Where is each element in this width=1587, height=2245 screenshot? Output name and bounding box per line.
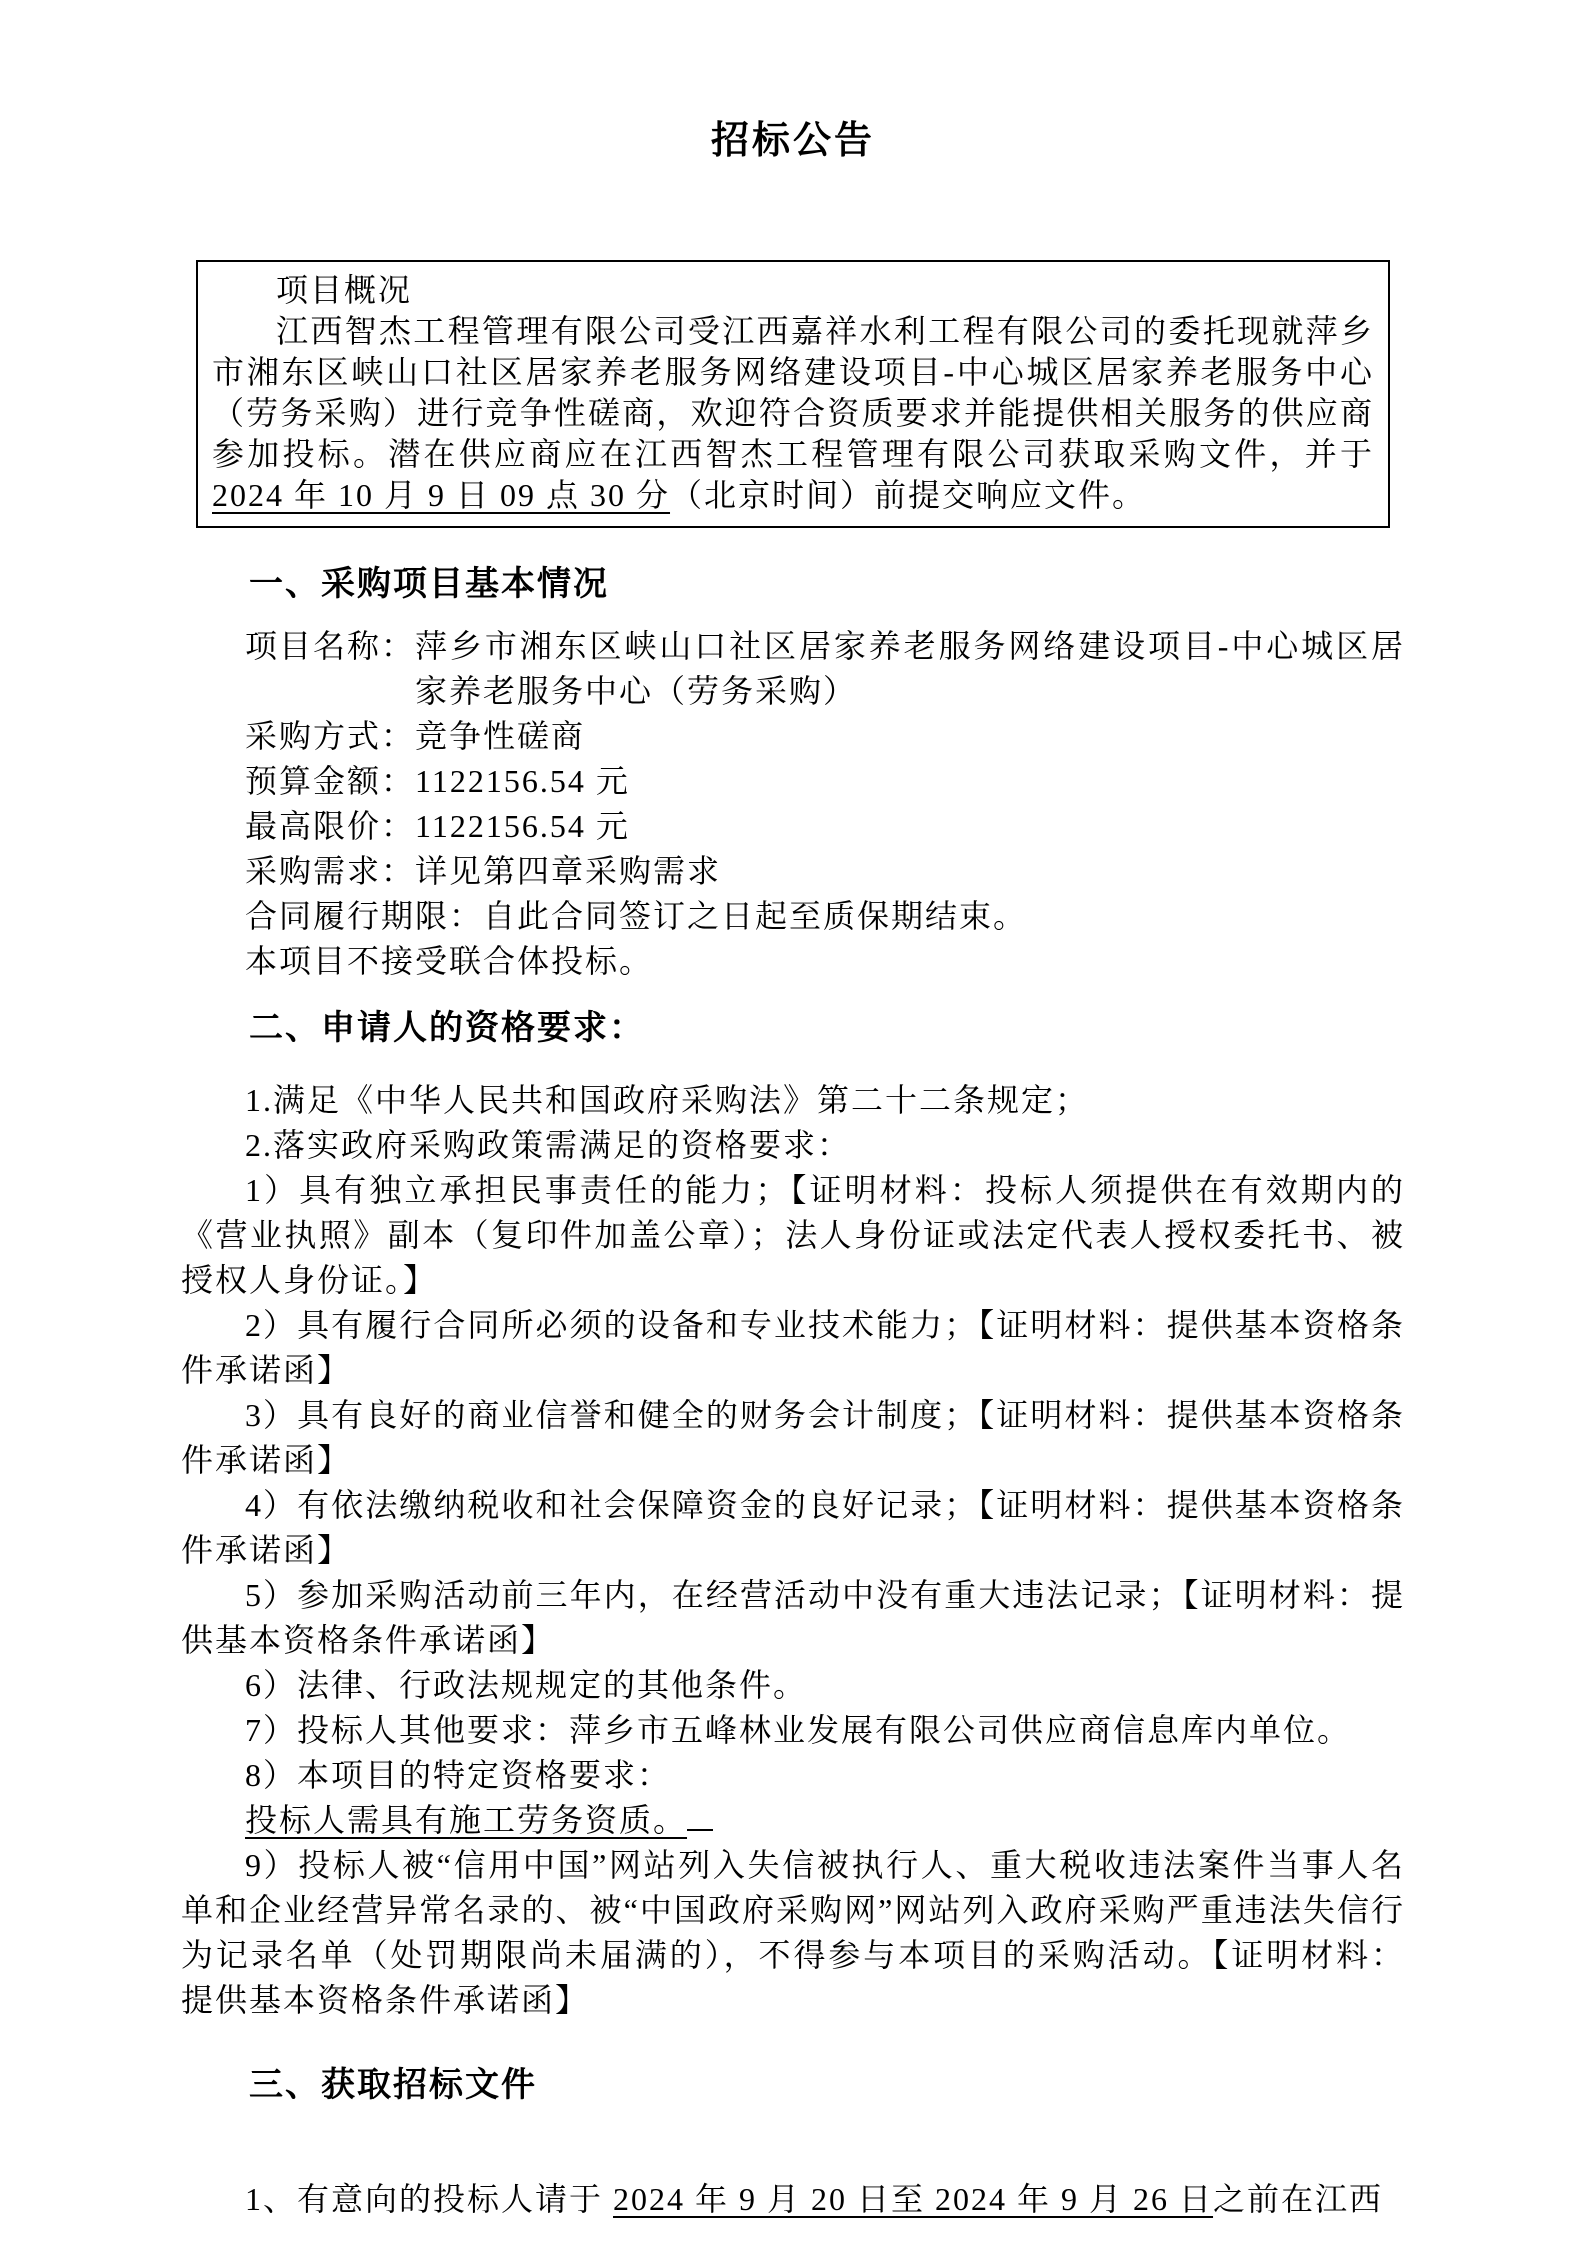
requirement-paragraph: 9）投标人被“信用中国”网站列入失信被执行人、重大税收违法案件当事人名单和企业经营异常名录的、被“中国政府采购网”网站列入政府采购严重违法失信行为记录名单（处罚期限尚未届满的），不得参与本项目的采购活动。【证明材料：提供基本资格条件承诺函】 bbox=[181, 1847, 1405, 2018]
section-3-heading: 三、获取招标文件 bbox=[249, 2067, 537, 2104]
requirement-paragraph: 8）本项目的特定资格要求： bbox=[245, 1757, 672, 1793]
obtain-text-pre: 1、有意向的投标人请于 bbox=[245, 2181, 614, 2217]
item-contract-period bbox=[245, 894, 1405, 939]
item-label: 预算金额： bbox=[245, 763, 416, 799]
special-qualification-underlined bbox=[181, 1798, 1405, 1843]
overview-paragraph bbox=[212, 311, 1374, 516]
requirement-paragraph: 4）有依法缴纳税收和社会保障资金的良好记录；【证明材料：提供基本资格条件承诺函】 bbox=[181, 1487, 1405, 1568]
item-label: 合同履行期限： bbox=[245, 898, 484, 934]
response-deadline-underlined: 2024 年 10 月 9 日 09 点 30 分 bbox=[212, 477, 671, 513]
no-consortium-note: 本项目不接受联合体投标。 bbox=[245, 943, 654, 979]
item-value: 竞争性磋商 bbox=[415, 718, 586, 754]
requirement-paragraph: 6）法律、行政法规规定的其他条件。 bbox=[245, 1667, 808, 1703]
item-label: 项目名称： bbox=[245, 628, 416, 664]
requirement-paragraph: 2.落实政府采购政策需满足的资格要求： bbox=[245, 1127, 852, 1163]
qualification-requirements bbox=[181, 1078, 1405, 2023]
item-budget-amount bbox=[245, 759, 1405, 804]
requirement-paragraph: 1.满足《中华人民共和国政府采购法》第二十二条规定； bbox=[245, 1082, 1090, 1118]
document-obtain-dates-underlined: 2024 年 9 月 20 日至 2024 年 9 月 26 日 bbox=[613, 2181, 1214, 2217]
overview-text-post: （北京时间）前提交响应文件。 bbox=[670, 477, 1147, 513]
obtain-documents-paragraph bbox=[181, 2177, 1405, 2222]
obtain-text-post: 之前在江西 bbox=[1213, 2181, 1384, 2217]
project-overview-box bbox=[196, 260, 1390, 528]
requirement-paragraph: 7）投标人其他要求：萍乡市五峰林业发展有限公司供应商信息库内单位。 bbox=[245, 1712, 1352, 1748]
item-procurement-demand bbox=[245, 849, 1405, 894]
item-project-name bbox=[245, 624, 1405, 714]
item-label: 采购需求： bbox=[245, 853, 416, 889]
section-2-heading: 二、申请人的资格要求： bbox=[249, 1010, 645, 1047]
requirement-paragraph: 2）具有履行合同所必须的设备和专业技术能力；【证明材料：提供基本资格条件承诺函】 bbox=[181, 1307, 1405, 1388]
page-title: 招标公告 bbox=[710, 120, 875, 162]
special-qualification-text: 投标人需具有施工劳务资质。 bbox=[245, 1802, 688, 1838]
item-value: 自此合同签订之日起至质保期结束。 bbox=[483, 898, 1028, 934]
section-1-heading: 一、采购项目基本情况 bbox=[249, 566, 609, 603]
item-value: 1122156.54 元 bbox=[415, 763, 630, 799]
item-max-price bbox=[245, 804, 1405, 849]
item-label: 最高限价： bbox=[245, 808, 416, 844]
item-value: 1122156.54 元 bbox=[415, 808, 630, 844]
overview-heading: 项目概况 bbox=[276, 272, 413, 308]
item-value: 详见第四章采购需求 bbox=[415, 853, 722, 889]
requirement-paragraph: 5）参加采购活动前三年内，在经营活动中没有重大违法记录；【证明材料：提供基本资格条件承诺函】 bbox=[181, 1577, 1405, 1658]
basic-info-list bbox=[245, 624, 1405, 984]
item-procurement-method bbox=[245, 714, 1405, 759]
overview-text-pre: 江西智杰工程管理有限公司受江西嘉祥水利工程有限公司的委托现就萍乡市湘东区峡山口社区居家养老服务网络建设项目-中心城区居家养老服务中心（劳务采购）进行竞争性磋商，欢迎符合资质要求并能提供相关服务的供应商参加投标。潜在供应商应在江西智杰工程管理有限公司获取采购文件，并于 bbox=[212, 313, 1374, 472]
underline-extension bbox=[687, 1799, 713, 1831]
item-label: 采购方式： bbox=[245, 718, 416, 754]
item-value: 萍乡市湘东区峡山口社区居家养老服务网络建设项目-中心城区居家养老服务中心（劳务采购） bbox=[415, 628, 1405, 709]
requirement-paragraph: 3）具有良好的商业信誉和健全的财务会计制度；【证明材料：提供基本资格条件承诺函】 bbox=[181, 1397, 1405, 1478]
requirement-paragraph: 1）具有独立承担民事责任的能力；【证明材料：投标人须提供在有效期内的《营业执照》副本（复印件加盖公章）；法人身份证或法定代表人授权委托书、被授权人身份证。】 bbox=[181, 1172, 1405, 1298]
